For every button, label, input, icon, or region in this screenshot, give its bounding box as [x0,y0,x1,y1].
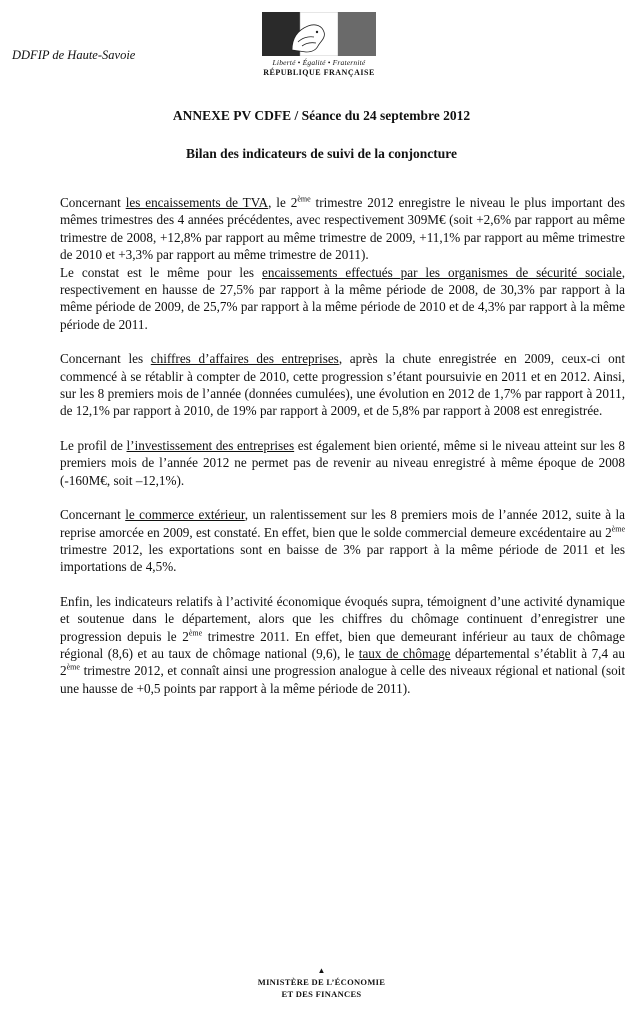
paragraph-unemployment: Enfin, les indicateurs relatifs à l’activité économique évoqués supra, témoignent d’une activité dynamique et soutenue dans le département, alors que les chiffres du chômage continuent d’enregistrer une progression depuis le 2ème trimestre 2011. En effet, bien que demeurant inférieur au taux de chômage régional (8,6) et au taux de chômage national (9,6), le taux de chômage départemental s’établit à 7,4 au 2ème trimestre 2012, et connaît ainsi une progression analogue à celle des niveaux régional et national (soit une hausse de +0,5 points par rapport à la même période de 2011). [60,593,626,696]
marianne-emblem-icon [262,12,376,56]
ministry-footer [0,966,643,1000]
republic-motto: Liberté • Égalité • Fraternité [272,58,366,67]
underlined-topic: le commerce extérieur [125,507,245,523]
document-subject: Bilan des indicateurs de suivi de la conjoncture [186,146,457,161]
annex-title: ANNEXE PV CDFE / Séance du 24 septembre 2012 [172,108,471,123]
underlined-topic: encaissements effectués par les organismes de sécurité sociale [262,264,622,280]
underlined-topic: chiffres d’affaires des entreprises [150,351,339,367]
ministry-name-line2: ET DES FINANCES [281,989,362,999]
ministry-mark-icon: ▲ [317,966,326,975]
paragraph-foreign-trade: Concernant le commerce extérieur, un ralentissement sur les 8 premiers mois de l’année 2012, suite à la reprise amorcée en 2009, est constaté. En effet, bien que le solde commercial demeure excédentaire au 2ème trimestre 2012, les exportations sont en baisse de 3% par rapport à la même période de 2011 et les importations de 4,5%. [60,507,626,575]
paragraph-turnover: Concernant les chiffres d’affaires des entreprises, après la chute enregistrée en 2009, ceux-ci ont commencé à se rétablir à compter de 2010, cette progression s’étant poursuivie en 2011 et en 2012. Ainsi, sur les 8 premiers mois de l’année (données cumulées), une évolution en 2012 de 1,7% par rapport à 2011, de 12,1% par rapport à 2010, de 19% par rapport à 2009, et de 5,8% par rapport à 2008 est enregistrée. [60,351,625,419]
paragraph-social-security: Le constat est le même pour les encaissements effectués par les organismes de sécurité sociale, respectivement en hausse de 27,5% par rapport à la même période de 2008, de 30,3% par rapport à la même période de 2009, de 25,7% par rapport à la même période de 2010 et de 4,3% par rapport à la même période de 2011. [60,264,625,332]
marianne-logo [258,12,380,77]
ministry-name-line1: MINISTÈRE DE L’ÉCONOMIE [257,977,386,987]
underlined-topic: taux de chômage [358,645,451,661]
underlined-topic: l’investissement des entreprises [126,437,295,453]
paragraph-tva: Concernant les encaissements de TVA, le 2ème trimestre 2012 enregistre le niveau le plus important des mêmes trimestres des 4 années précédentes, avec respectivement 309M€ (soit +2,6% par rapport au même trimestre de 2008, +12,8% par rapport au même trimestre de 2009, +11,1% par rapport au même trimestre de 2010 et +3,3% par rapport au même trimestre de 2011). [60,194,625,263]
document-body [60,194,625,697]
underlined-topic: les encaissements de TVA [125,195,269,210]
republic-name: RÉPUBLIQUE FRANÇAISE [263,68,375,77]
department-name: DDFIP de Haute-Savoie [12,48,136,62]
paragraph-investment: Le profil de l’investissement des entreprises est également bien orienté, même si le niveau atteint sur les 8 premiers mois de l’année 2012 ne permet pas de revenir au niveau enregistré à même époque de 2008 (-160M€, soit –12,1%). [60,437,625,488]
